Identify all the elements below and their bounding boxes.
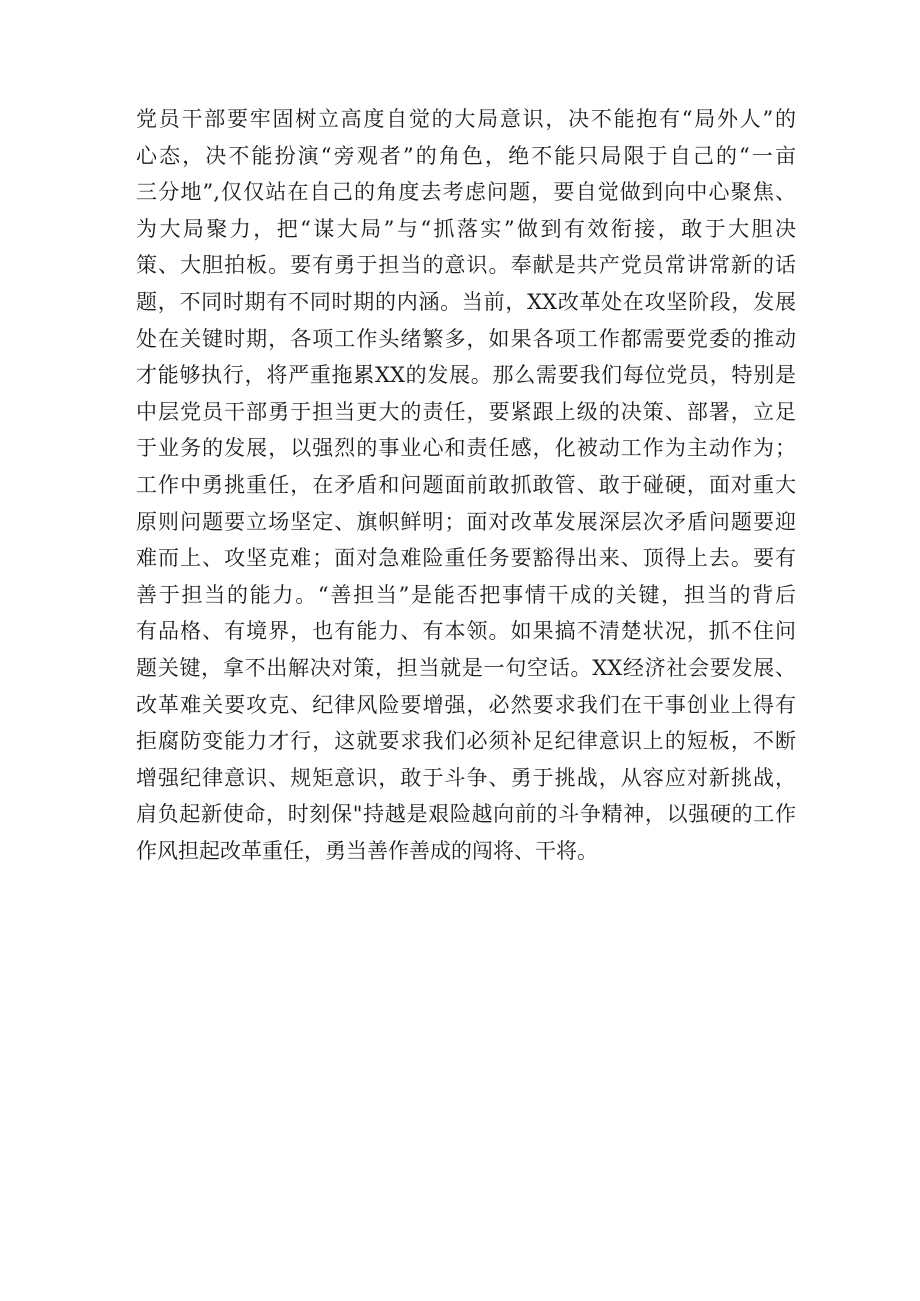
text-line-5: 策、大胆拍板。要有勇于担当的意识。奉献是共产党员常讲常新的话 [136,253,796,278]
text-line-14: 善于担当的能力。“善担当”是能否把事情干成的关键，担当的背后 [136,582,796,607]
text-line-7: 处在关键时期，各项工作头绪繁多，如果各项工作都需要党委的推动 [136,326,796,351]
text-line-13: 难而上、攻坚克难；面对急难险重任务要豁得出来、顶得上去。要有 [136,546,796,571]
text-line-20: 肩负起新使命，时刻保"持越是艰险越向前的斗争精神，以强硬的工作 [136,802,796,827]
text-line-19: 增强纪律意识、规矩意识，敢于斗争、勇于挑战，从容应对新挑战， [136,765,796,790]
text-line-10: 于业务的发展，以强烈的事业心和责任感，化被动工作为主动作为； [136,436,796,461]
text-line-8: 才能够执行，将严重拖累XX的发展。那么需要我们每位党员，特别是 [136,363,796,388]
body-paragraph [136,101,796,869]
text-line-18: 拒腐防变能力才行，这就要求我们必须补足纪律意识上的短板，不断 [136,729,796,754]
text-line-21: 作风担起改革重任，勇当善作善成的闯将、干将。 [136,838,598,863]
text-line-11: 工作中勇挑重任，在矛盾和问题面前敢抓敢管、敢于碰硬，面对重大 [136,472,796,497]
text-line-2: 心态，决不能扮演“旁观者”的角色，绝不能只局限于自己的“一亩 [136,143,796,168]
text-line-15: 有品格、有境界，也有能力、有本领。如果搞不清楚状况，抓不住问 [136,619,796,644]
text-line-6: 题，不同时期有不同时期的内涵。当前，XX改革处在攻坚阶段，发展 [136,289,796,314]
text-line-16: 题关键，拿不出解决对策，担当就是一句空话。XX经济社会要发展、 [136,655,796,680]
text-line-3: 三分地”,仅仅站在自己的角度去考虑问题，要自觉做到向中心聚焦、 [136,180,796,205]
text-line-17: 改革难关要攻克、纪律风险要增强，必然要求我们在干事创业上得有 [136,692,796,717]
text-line-4: 为大局聚力，把“谋大局”与“抓落实”做到有效衔接，敢于大胆决 [136,216,796,241]
text-line-9: 中层党员干部勇于担当更大的责任，要紧跟上级的决策、部署，立足 [136,399,796,424]
text-line-1: 党员干部要牢固树立高度自觉的大局意识，决不能抱有“局外人”的 [136,107,796,131]
text-line-12: 原则问题要立场坚定、旗帜鲜明；面对改革发展深层次矛盾问题要迎 [136,509,796,534]
